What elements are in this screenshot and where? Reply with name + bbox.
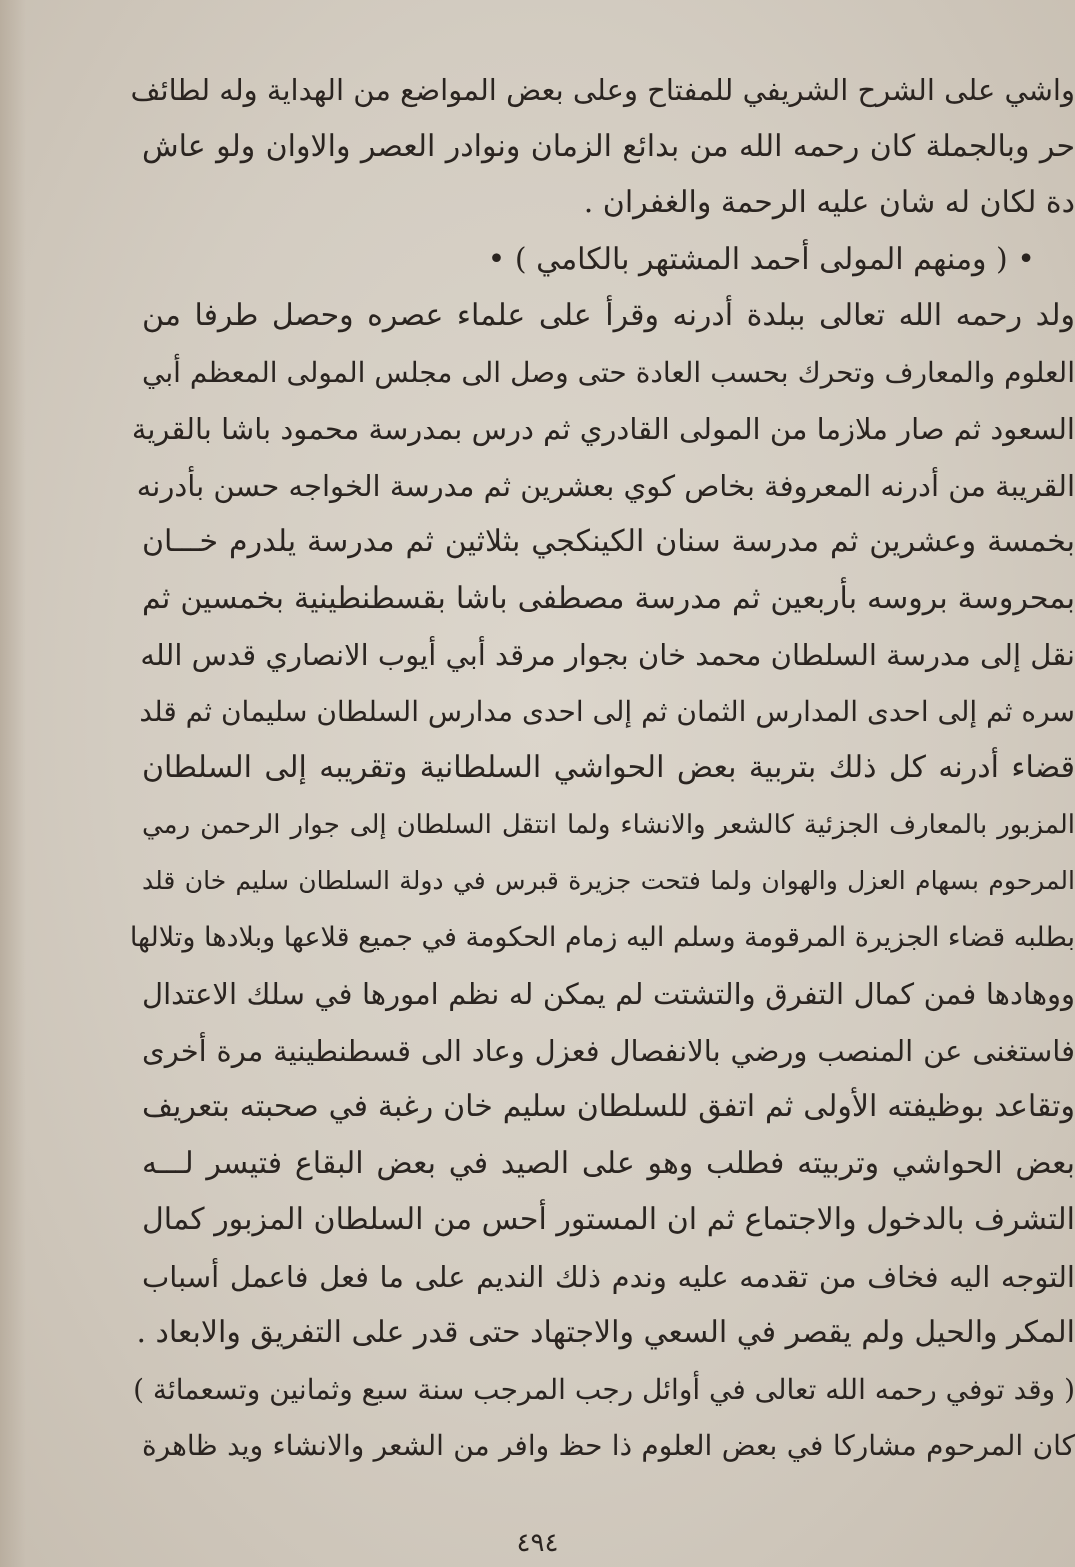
text-line: كان المرحوم مشاركا في بعض العلوم ذا حظ وافر من الشعر والانشاء ويد ظاهرة (142, 1429, 1075, 1462)
text-line: القريبة من أدرنه المعروفة بخاص كوي بعشرين ثم مدرسة الخواجه حسن بأدرنه (136, 468, 1075, 503)
text-line: التوجه اليه فخاف من تقدمه عليه وندم ذلك النديم على ما فعل فاعمل أسباب (142, 1259, 1075, 1294)
page-body-text (130, 62, 1075, 1475)
text-line: بمحروسة بروسه بأربعين ثم مدرسة مصطفى باشا بقسطنطينية بخمسين ثم (142, 580, 1075, 616)
text-line: واشي على الشرح الشريفي للمفتاح وعلى بعض المواضع من الهداية وله لطائف (130, 73, 1075, 107)
page-number: ٤٩٤ (516, 1528, 559, 1558)
text-line: ولد رحمه الله تعالى ببلدة أدرنه وقرأ على علماء عصره وحصل طرفا من (142, 298, 1075, 333)
text-line: المكر والحيل ولم يقصر في السعي والاجتهاد حتى قدر على التفريق والابعاد . (136, 1315, 1075, 1350)
text-line: سره ثم إلى احدى المدارس الثمان ثم إلى احدى مدارس السلطان سليمان ثم قلد (139, 694, 1075, 728)
text-line: قضاء أدرنه كل ذلك بتربية بعض الحواشي السلطانية وتقريبه إلى السلطان (142, 750, 1075, 785)
text-line: التشرف بالدخول والاجتماع ثم ان المستور أحس من السلطان المزبور كمال (142, 1202, 1075, 1237)
text-line: دة لكان له شان عليه الرحمة والغفران . (583, 185, 1075, 220)
text-line: فاستغنى عن المنصب ورضي بالانفصال فعزل وعاد الى قسطنطينية مرة أخرى (142, 1033, 1075, 1068)
page-gutter-shadow (0, 0, 26, 1567)
text-line: نقل إلى مدرسة السلطان محمد خان بجوار مرقد أبي أيوب الانصاري قدس الله (140, 638, 1075, 672)
text-line: حر وبالجملة كان رحمه الله من بدائع الزمان ونوادر العصر والاوان ولو عاش (142, 128, 1075, 164)
text-line: المزبور بالمعارف الجزئية كالشعر والانشاء ولما انتقل السلطان إلى جوار الرحمن رمي (142, 809, 1075, 840)
text-line: ووهادها فمن كمال التفرق والتشتت لم يمكن له نظم امورها في سلك الاعتدال (142, 977, 1075, 1011)
text-line: المرحوم بسهام العزل والهوان ولما فتحت جزيرة قبرس في دولة السلطان سليم خان قلد (142, 866, 1075, 895)
text-line: العلوم والمعارف وتحرك بحسب العادة حتى وصل الى مجلس المولى المعظم أبي (142, 355, 1075, 389)
text-line: ( وقد توفي رحمه الله تعالى في أوائل رجب المرجب سنة سبع وثمانين وتسعمائة ) (133, 1372, 1075, 1406)
text-line: بطلبه قضاء الجزيرة المرقومة وسلم اليه زمام الحكومة في جميع قلاعها وبلادها وتلالها (129, 921, 1075, 953)
text-line: السعود ثم صار ملازما من المولى القادري ثم درس بمدرسة محمود باشا بالقرية (131, 412, 1075, 446)
text-line: وتقاعد بوظيفته الأولى ثم اتفق للسلطان سليم خان رغبة في صحبته بتعريف (142, 1089, 1075, 1124)
text-line: بعض الحواشي وتربيته فطلب وهو على الصيد في بعض البقاع فتيسر لـــه (142, 1145, 1075, 1181)
text-line: بخمسة وعشرين ثم مدرسة سنان الكينكجي بثلاثين ثم مدرسة يلدرم خـــان (142, 524, 1075, 559)
section-heading: • ( ومنهم المولى أحمد المشتهر بالكامي ) • (487, 241, 1035, 277)
